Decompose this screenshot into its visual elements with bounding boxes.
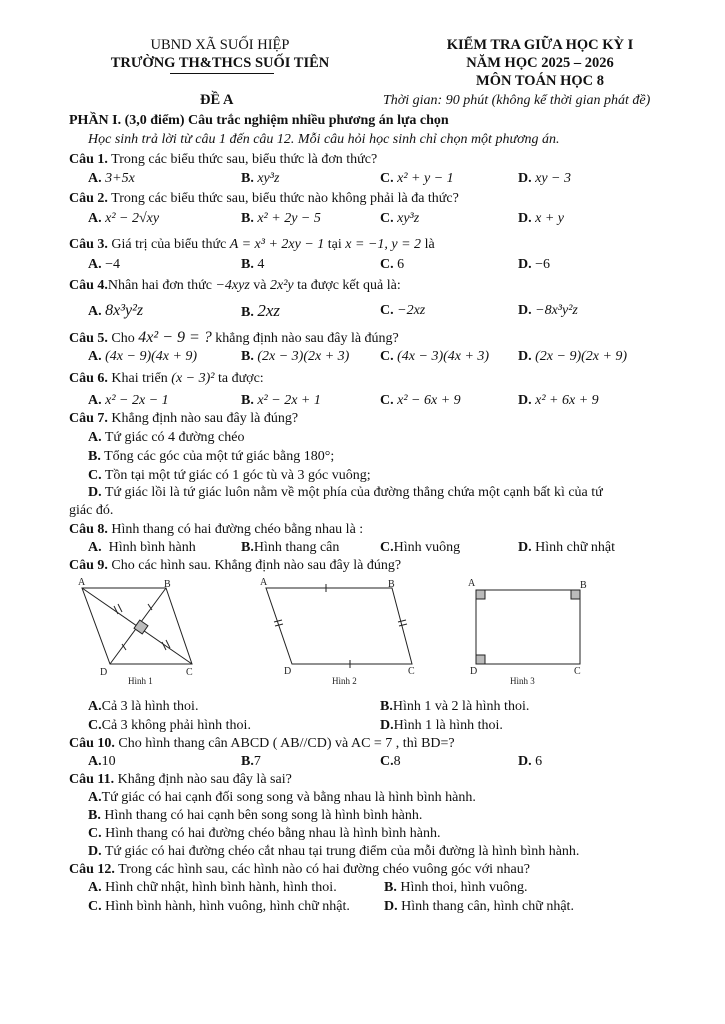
- q12-option-c[interactable]: C. Hình bình hành, hình vuông, hình chữ nhật.: [88, 899, 350, 914]
- figure-1-label-d: D: [100, 667, 108, 678]
- q7-option-c[interactable]: C. Tồn tại một tứ giác có 1 góc tù và 3 góc vuông;: [88, 468, 371, 483]
- q8-option-b[interactable]: B.Hình thang cân: [241, 540, 340, 555]
- q2-option-d[interactable]: D. x + y: [518, 211, 564, 226]
- question-10: Câu 10. Cho hình thang cân ABCD ( AB//CD) và AC = 7 , thì BD=?: [69, 736, 455, 751]
- q6-option-c[interactable]: C. x² − 6x + 9: [380, 393, 461, 408]
- q10-option-c[interactable]: C.8: [380, 754, 401, 769]
- figure-1-label-c: C: [186, 667, 193, 678]
- q6-option-b[interactable]: B. x² − 2x + 1: [241, 393, 321, 408]
- q9-option-d[interactable]: D.Hình 1 là hình thoi.: [380, 718, 503, 733]
- question-2: Câu 2. Trong các biểu thức sau, biểu thức nào không phải là đa thức?: [69, 191, 459, 206]
- q4-option-a[interactable]: A. 8x³y²z: [88, 302, 144, 319]
- figure-1-caption: Hình 1: [128, 676, 153, 686]
- q8-option-d[interactable]: D. Hình chữ nhật: [518, 540, 616, 555]
- q2-option-c[interactable]: C. xy³z: [380, 211, 420, 226]
- part1-instruction: Học sinh trả lời từ câu 1 đến câu 12. Mỗi câu hỏi học sinh chỉ chọn một phương án.: [88, 132, 560, 147]
- school-name: TRƯỜNG TH&THCS SUỐI TIÊN: [110, 55, 330, 71]
- q2-option-b[interactable]: B. x² + 2y − 5: [241, 211, 321, 226]
- figure-3-label-a: A: [468, 578, 476, 589]
- q12-option-b[interactable]: B. Hình thoi, hình vuông.: [384, 880, 528, 895]
- q9-option-c[interactable]: C.Cả 3 không phải hình thoi.: [88, 718, 251, 733]
- figure-2-label-c: C: [408, 666, 415, 677]
- question-6: Câu 6. Khai triển (x − 3)² ta được:: [69, 371, 264, 386]
- q1-option-c[interactable]: C. x² + y − 1: [380, 171, 454, 186]
- q1-option-d[interactable]: D. xy − 3: [518, 171, 571, 186]
- part1-title: PHẦN I. (3,0 điểm) Câu trắc nghiệm nhiều phương án lựa chọn: [69, 113, 449, 128]
- q9-option-b[interactable]: B.Hình 1 và 2 là hình thoi.: [380, 699, 530, 714]
- q12-option-a[interactable]: A. Hình chữ nhật, hình bình hành, hình thoi.: [88, 880, 337, 895]
- exam-time: Thời gian: 90 phút (không kể thời gian phát đề): [383, 93, 651, 108]
- q10-option-a[interactable]: A.10: [88, 754, 116, 769]
- figure-3-label-d: D: [470, 666, 478, 677]
- figure-1-label-b: B: [164, 579, 171, 590]
- q7-option-d[interactable]: D. Tứ giác lồi là tứ giác luôn nằm về một phía của đường thẳng chứa một cạnh bất kì của tứ: [88, 485, 603, 500]
- subject: MÔN TOÁN HỌC 8: [476, 73, 604, 89]
- q5-option-b[interactable]: B. (2x − 3)(2x + 3): [241, 349, 350, 364]
- exam-code: ĐỀ A: [200, 92, 234, 108]
- department-name: UBND XÃ SUỐI HIỆP: [150, 37, 290, 53]
- figure-2-label-b: B: [388, 579, 395, 590]
- figure-2-caption: Hình 2: [332, 676, 357, 686]
- q8-option-a[interactable]: A. Hình bình hành: [88, 540, 196, 555]
- q9-figures: [70, 576, 630, 694]
- q8-option-c[interactable]: C.Hình vuông: [380, 540, 461, 555]
- q11-option-a[interactable]: A.Tứ giác có hai cạnh đối song song và bằng nhau là hình bình hành.: [88, 790, 476, 805]
- figure-2-outline: [266, 588, 412, 664]
- q5-option-a[interactable]: A. (4x − 9)(4x + 9): [88, 349, 198, 364]
- q10-option-d[interactable]: D. 6: [518, 754, 543, 769]
- figure-3-label-b: B: [580, 580, 587, 591]
- q11-option-b[interactable]: B. Hình thang có hai cạnh bên song song là hình bình hành.: [88, 808, 423, 823]
- q7-option-d-continued: giác đó.: [69, 503, 114, 518]
- figure-3-outline: [476, 590, 580, 664]
- figure-1-label-a: A: [78, 577, 86, 588]
- q4-option-d[interactable]: D. −8x³y²z: [518, 303, 578, 318]
- figure-2-parallelogram: [266, 584, 412, 668]
- q11-option-c[interactable]: C. Hình thang có hai đường chéo bằng nhau là hình bình hành.: [88, 826, 441, 841]
- q7-option-a[interactable]: A. Tứ giác có 4 đường chéo: [88, 430, 245, 445]
- figure-2-label-a: A: [260, 577, 268, 588]
- q10-option-b[interactable]: B.7: [241, 754, 261, 769]
- figure-2-labels: [260, 577, 415, 686]
- header-underline: [170, 73, 274, 74]
- question-4: Câu 4.Nhân hai đơn thức −4xyz và 2x²y ta được kết quả là:: [69, 278, 401, 293]
- figure-1-rhombus: [82, 588, 192, 664]
- question-9: Câu 9. Cho các hình sau. Khẳng định nào sau đây là đúng?: [69, 558, 402, 573]
- q3-option-c[interactable]: C. 6: [380, 257, 405, 272]
- q4-option-c[interactable]: C. −2xz: [380, 303, 426, 318]
- figure-3-label-c: C: [574, 666, 581, 677]
- q5-option-c[interactable]: C. (4x − 3)(4x + 3): [380, 349, 490, 364]
- question-12: Câu 12. Trong các hình sau, các hình nào có hai đường chéo vuông góc với nhau?: [69, 862, 530, 877]
- question-7: Câu 7. Khẳng định nào sau đây là đúng?: [69, 411, 299, 426]
- q6-option-d[interactable]: D. x² + 6x + 9: [518, 393, 599, 408]
- figure-3-rectangle: [476, 590, 580, 664]
- q3-option-b[interactable]: B. 4: [241, 257, 265, 272]
- figure-1-labels: [78, 577, 193, 686]
- q3-option-d[interactable]: D. −6: [518, 257, 551, 272]
- q4-option-b[interactable]: B. 2xz: [241, 301, 281, 320]
- figure-3-labels: [468, 578, 587, 686]
- question-1: Câu 1. Trong các biểu thức sau, biểu thức là đơn thức?: [69, 152, 378, 167]
- q1-option-b[interactable]: B. xy³z: [241, 171, 280, 186]
- exam-title: KIỂM TRA GIỮA HỌC KỲ I: [446, 37, 634, 53]
- q5-option-d[interactable]: D. (2x − 9)(2x + 9): [518, 349, 628, 364]
- question-5: Câu 5. Cho 4x² − 9 = ? khẳng định nào sau đây là đúng?: [69, 329, 399, 346]
- q2-option-a[interactable]: A. x² − 2√xy: [88, 211, 160, 226]
- q3-option-a[interactable]: A. −4: [88, 257, 121, 272]
- q6-option-a[interactable]: A. x² − 2x − 1: [88, 393, 169, 408]
- q1-option-a[interactable]: A. 3+5x: [88, 171, 135, 186]
- school-year: NĂM HỌC 2025 – 2026: [466, 55, 614, 71]
- question-3: Câu 3. Giá trị của biểu thức A = x³ + 2xy − 1 tại x = −1, y = 2 là: [69, 237, 435, 252]
- figure-3-caption: Hình 3: [510, 676, 535, 686]
- q12-option-d[interactable]: D. Hình thang cân, hình chữ nhật.: [384, 899, 574, 914]
- figure-2-label-d: D: [284, 666, 292, 677]
- question-8: Câu 8. Hình thang có hai đường chéo bằng nhau là :: [69, 522, 364, 537]
- q9-option-a[interactable]: A.Cả 3 là hình thoi.: [88, 699, 199, 714]
- q11-option-d[interactable]: D. Tứ giác có hai đường chéo cắt nhau tại trung điểm của mỗi đường là hình bình hành.: [88, 844, 580, 859]
- q7-option-b[interactable]: B. Tổng các góc của một tứ giác bằng 180°;: [88, 449, 335, 464]
- question-11: Câu 11. Khẳng định nào sau đây là sai?: [69, 772, 292, 787]
